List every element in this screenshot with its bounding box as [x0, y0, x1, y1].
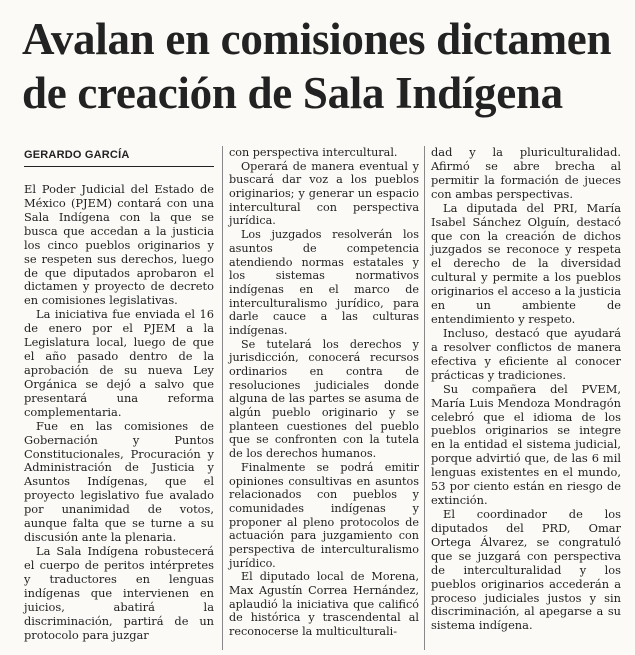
- paragraph: El diputado local de Morena, Max Agustín Correa Hernández, aplaudió la iniciativa que calificó de histórica y trascendental al reconocerse la multiculturali-: [229, 570, 419, 639]
- paragraph: Operará de manera eventual y buscará dar voz a los pueblos originarios; y generar un espacio intercultural con perspectiva jurídica.: [229, 159, 419, 228]
- paragraph: con perspectiva intercultural.: [229, 146, 398, 159]
- paragraph: La iniciativa fue enviada el 16 de enero por el PJEM a la Legislatura local, luego de que el año pasado dentro de la aprobación de su nueva Ley Orgánica se dejó a salvo que presentará una reforma complementaria.: [24, 307, 214, 419]
- article-column-1: [24, 183, 214, 642]
- headline-line-2: de creación de Sala Indígena: [22, 68, 563, 118]
- article-column-2: [229, 146, 419, 639]
- column-divider: [222, 146, 223, 650]
- paragraph: Los juzgados resolverán los asuntos de competencia atendiendo normas estatales y los sistemas normativos indígenas en el marco de interculturalismo jurídico, para darle cauce a las culturas indígenas.: [229, 228, 419, 337]
- paragraph: Se tutelará los derechos y jurisdicción, conocerá recursos ordinarios en contra de resoluciones judiciales donde alguna de las partes se asuma de algún pueblo originario y se planteen cuestiones del pueblo que se confronten con la tutela de los derechos humanos.: [229, 337, 419, 461]
- paragraph: El coordinador de los diputados del PRD, Omar Ortega Álvarez, se congratuló que se juzgará con perspectiva de interculturalidad y los pueblos originarios accederán a proceso judiciales justos y sin discriminación, al apegarse a su sistema indígena.: [431, 506, 621, 633]
- paragraph: dad y la pluriculturalidad. Afirmó se abre brecha al permitir la formación de jueces con ambas perspectivas.: [431, 145, 621, 201]
- paragraph: Su compañera del PVEM, María Luis Mendoza Mondragón celebró que el idioma de los pueblos originarios se integre en la entidad el sistema judicial, porque advirtió que, de las 6 mil lenguas existentes en el mundo, 53 por ciento están en riesgo de extinción.: [431, 381, 621, 508]
- column-divider: [424, 146, 425, 650]
- headline-line-1: Avalan en comisiones dictamen: [22, 14, 612, 64]
- paragraph: La Sala Indígena robustecerá el cuerpo de peritos intérpretes y traductores en lenguas indígenas que intervienen en juicios, abatirá la discriminación, partirá de un protocolo para juzgar: [24, 543, 214, 642]
- paragraph: Finalmente se podrá emitir opiniones consultivas en asuntos relacionados con pueblos y comunidades indígenas y proponer al pleno protocolos de actuación para juzgamiento con perspectiva de interculturalismo jurídico.: [229, 460, 419, 570]
- article-column-3: [431, 146, 621, 633]
- paragraph: El Poder Judicial del Estado de México (PJEM) contará con una Sala Indígena con la que se busca que accedan a la justicia los cinco pueblos originarios y se respeten sus derechos, luego de que diputados aprobaron el dictamen y proyecto de decreto en comisiones legislativas.: [24, 182, 214, 308]
- paragraph: La diputada del PRI, María Isabel Sánchez Olguín, destacó que con la creación de dichos juzgados se reconoce y respeta el derecho de la diversidad cultural y permite a los pueblos originarios el acceso a la justicia en un ambiente de entendimiento y respeto.: [431, 200, 621, 327]
- paragraph: Incluso, destacó que ayudará a resolver conflictos de manera efectiva y eficiente al conocer prácticas y tradiciones.: [431, 325, 621, 382]
- headline: [22, 12, 622, 120]
- byline: GERARDO GARCÍA: [24, 149, 214, 167]
- paragraph: Fue en las comisiones de Gobernación y Puntos Constitucionales, Procuración y Administración de Justicia y Asuntos Indígenas, que el proyecto legislativo fue avalado por unanimidad de votos, aunque falta que se turne a su discusión ante la plenaria.: [24, 418, 214, 545]
